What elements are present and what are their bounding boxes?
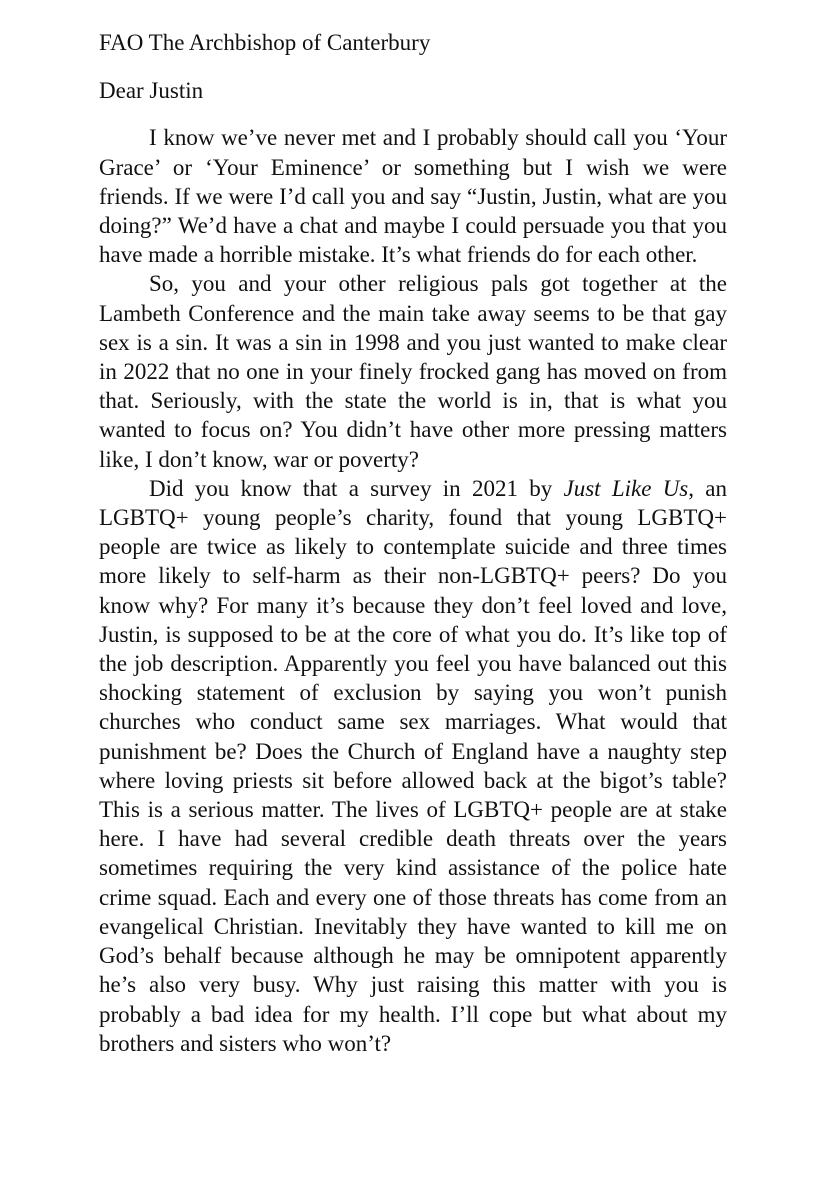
paragraph-3-text-start: Did you know that a survey in 2021 by [149,475,564,501]
letter-heading: FAO The Archbishop of Canterbury [99,30,431,55]
letter-salutation: Dear Justin [99,78,204,104]
charity-name: Just Like Us [563,475,689,501]
paragraph-3-text-rest: , an LGBTQ+ young people’s charity, found that young LGBTQ+ people are twice as likely to contemplate suicide and three times more likely to self-harm as their non-LGBTQ+ peers? Do you know why? For many it’s because they don’t feel loved and love, Justin, is supposed to be at the core of what you do. It’s like top of the job description. Apparently you feel you have balanced out this shocking statement of exclusion by saying you won’t punish churches who conduct same sex marriages. What would that punishment be? Does the Church of England have a naughty step where loving priests sit before allowed back at the bigot’s table? This is a serious matter. The lives of LGBTQ+ people are at stake here. I have had several credible death threats over the years sometimes requiring the very kind assistance of the police hate crime squad. Each and every one of those threats has come from an evangelical Christian. Inevitably they have wanted to kill me on God’s behalf because although he may be omnipotent apparently he’s also very busy. Why just raising this matter with you is probably a bad idea for my health. I’ll cope but what about my brothers and sisters who won’t? [99,475,727,1056]
paragraph-3 [99,474,727,1058]
letter-page [99,28,727,1058]
paragraph-1: I know we’ve never met and I probably should call you ‘Your Grace’ or ‘Your Eminence’ or something but I wish we were friends. If we were I’d call you and say “Justin, Justin, what are you doing?” We’d have a chat and maybe I could persuade you that you have made a horrible mistake. It’s what friends do for each other. [99,125,727,268]
paragraph-2: So, you and your other religious pals got together at the Lambeth Conference and the main take away seems to be that gay sex is a sin. It was a sin in 1998 and you just wanted to make clear in 2022 that no one in your finely frocked gang has moved on from that. Seriously, with the state the world is in, that is what you wanted to focus on? You didn’t have other more pressing matters like, I don’t know, war or poverty? [99,271,727,472]
